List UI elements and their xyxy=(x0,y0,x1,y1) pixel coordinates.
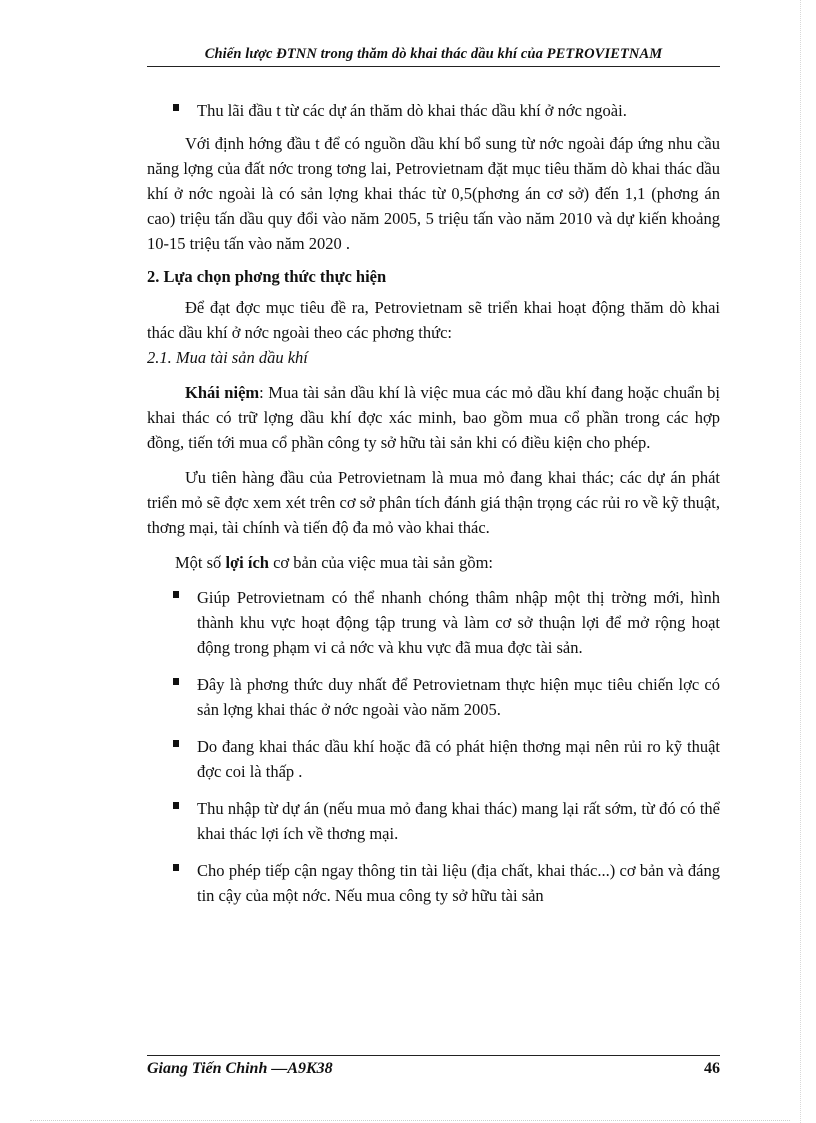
square-bullet-icon xyxy=(173,678,179,685)
paragraph-methods xyxy=(147,295,720,370)
benefit-item xyxy=(147,858,720,908)
square-bullet-icon xyxy=(173,864,179,871)
section-heading: 2. Lựa chọn phơng thức thực hiện xyxy=(147,267,387,286)
benefit-text: Do đang khai thác dầu khí hoặc đã có phát hiện thơng mại nên rủi ro kỹ thuật đợc coi là thấp . xyxy=(197,737,720,781)
benefits-intro-pre: Một số xyxy=(175,553,226,572)
square-bullet-icon xyxy=(173,591,179,598)
benefits-intro xyxy=(147,550,720,575)
running-header: Chiến lược ĐTNN trong thăm dò khai thác dầu khí của PETROVIETNAM xyxy=(204,46,663,62)
bullet-text: Thu lãi đầu t từ các dự án thăm dò khai thác dầu khí ở nớc ngoài. xyxy=(197,101,627,120)
bullet-item xyxy=(147,98,720,123)
paragraph-definition xyxy=(147,380,720,455)
square-bullet-icon xyxy=(173,104,179,111)
benefit-text: Thu nhập từ dự án (nếu mua mỏ đang khai thác) mang lại rất sớm, từ đó có thể khai thác lợi ích về thơng mại. xyxy=(197,799,720,843)
benefits-intro-bold: lợi ích xyxy=(225,553,269,572)
page-edge-dotted-line xyxy=(30,1120,790,1121)
header-rule xyxy=(147,66,720,67)
square-bullet-icon xyxy=(173,740,179,747)
benefit-item xyxy=(147,672,720,722)
benefit-item xyxy=(147,796,720,846)
benefit-text: Đây là phơng thức duy nhất để Petrovietnam thực hiện mục tiêu chiến lợc có sản lợng khai thác ở nớc ngoài vào năm 2005. xyxy=(197,675,720,719)
footer-rule xyxy=(147,1055,720,1056)
footer-author: Giang Tiến Chinh —A9K38 xyxy=(147,1060,333,1077)
subsection-heading: 2.1. Mua tài sản dầu khí xyxy=(147,348,308,367)
benefit-text: Giúp Petrovietnam có thể nhanh chóng thâm nhập một thị trờng mới, hình thành khu vực hoạt động tập trung và làm cơ sở thuận lợi để mở rộng hoạt động trong phạm vi cả nớc và khu vực đã mua đợc tài sản. xyxy=(197,588,720,657)
benefit-text: Cho phép tiếp cận ngay thông tin tài liệu (địa chất, khai thác...) cơ bản và đáng tin cậy của một nớc. Nếu mua công ty sở hữu tài sản xyxy=(197,861,720,905)
page-number: 46 xyxy=(704,1060,720,1077)
page-edge-dotted-vertical xyxy=(800,0,801,1123)
paragraph-priority: Ưu tiên hàng đầu của Petrovietnam là mua mỏ đang khai thác; các dự án phát triển mỏ sẽ đợc xem xét trên cơ sở phân tích đánh giá thận trọng các rủi ro về kỹ thuật, thơng mại, tài chính và tiến độ đa mỏ vào khai thác. xyxy=(147,468,720,537)
definition-label: Khái niệm xyxy=(185,383,260,402)
page-body xyxy=(147,98,720,908)
benefit-item xyxy=(147,585,720,660)
benefits-intro-post: cơ bản của việc mua tài sản gồm: xyxy=(268,553,494,572)
benefit-item xyxy=(147,734,720,784)
definition-text: : Mua tài sản dầu khí là việc mua các mỏ dầu khí đang hoặc chuẩn bị khai thác có trữ lợng dầu khí đợc xác minh, bao gồm mua cổ phần trong các hợp đồng, tiến tới mua cổ phần công ty sở hữu tài sản khi có điều kiện cho phép. xyxy=(147,383,720,452)
square-bullet-icon xyxy=(173,802,179,809)
paragraph-methods-text: Để đạt đợc mục tiêu đề ra, Petrovietnam sẽ triển khai hoạt động thăm dò khai thác dầu khí ở nớc ngoài theo các phơng thức: xyxy=(147,298,720,342)
paragraph-goals: Với định hớng đầu t để có nguồn dầu khí bổ sung từ nớc ngoài đáp ứng nhu cầu năng lợng của đất nớc trong tơng lai, Petrovietnam đặt mục tiêu thăm dò khai thác dầu khí ở nớc ngoài là có sản lợng khai thác từ 0,5(phơng án cơ sở) đến 1,1 (phơng án cao) triệu tấn dầu quy đổi vào năm 2005, 5 triệu tấn vào năm 2010 và dự kiến khoảng 10-15 triệu tấn vào năm 2020 . xyxy=(147,134,720,253)
